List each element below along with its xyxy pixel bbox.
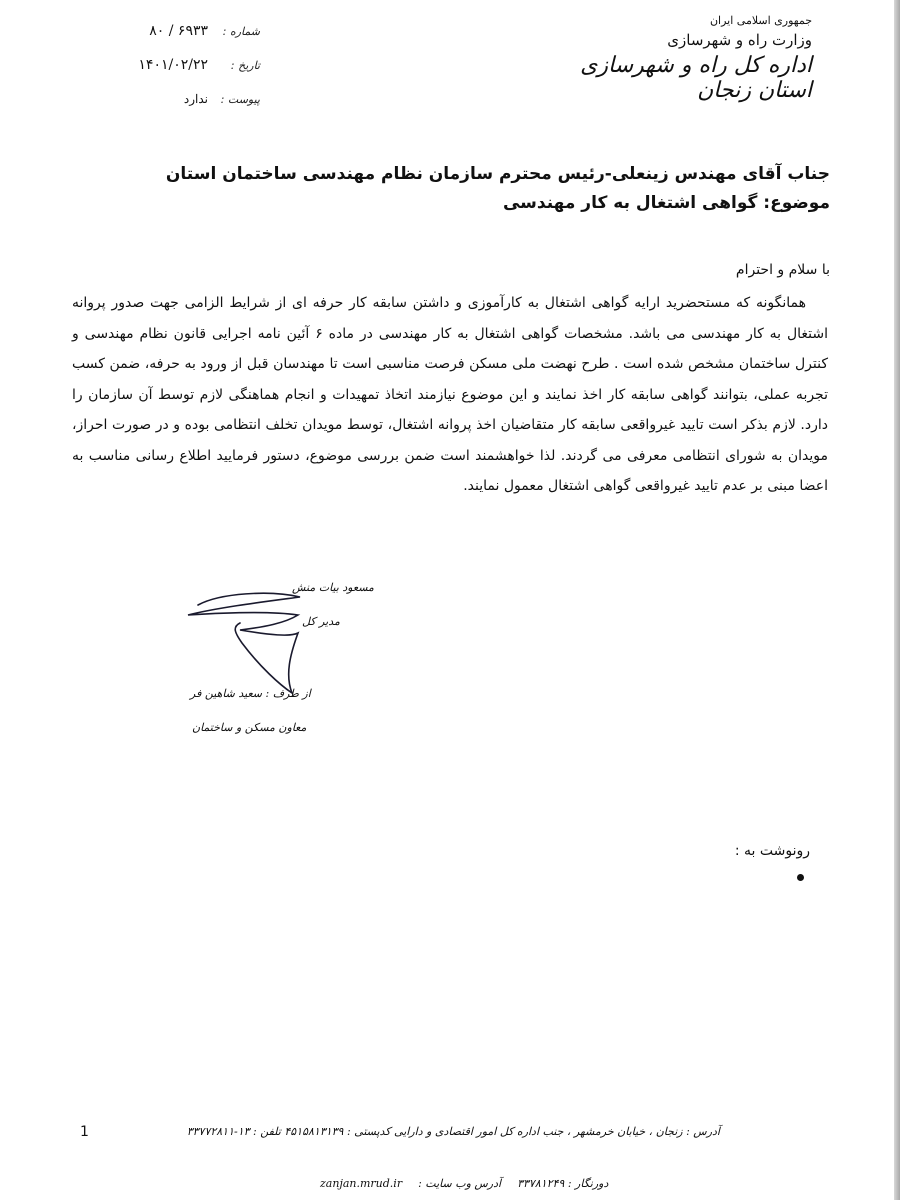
number-value: ۶۹۳۳ / ۸۰ — [149, 23, 208, 39]
letter-body: همانگونه که مستحضرید ارایه گواهی اشتغال به کارآموزی و داشتن سابقه کار حرفه ای از شرایط الزامی جهت صدور پروانه اشتغال به کار مهندسی می باشد. مشخصات گواهی اشتغال به کار مهندسی در ماده ۶ آئین نامه اجرایی قانون نظام مهندسی و کنترل ساختمان مشخص شده است . طرح نهضت ملی مسکن فرصت مناسبی است تا مهندسان قبل از ورود به حرفه، ضمن کسب تجربه عملی، بتوانند گواهی سابقه کار اخذ نمایند و این موضوع نیازمند اتخاذ تمهیدات و انجام هماهنگی لازم توسط آن سازمان را دارد. لازم بذکر است تایید غیرواقعی سابقه کار متقاضیان اخذ پروانه اشتغال، توسط مویدان تخلف انتظامی بوده و در صورت احراز، مویدان به شورای انتظامی معرفی می گردند. لذا خواهشمند است ضمن بررسی موضوع، دستور فرمایید اطلاع رسانی مناسب به اعضا مبنی بر عدم تایید غیرواقعی گواهی اشتغال معمول نمایند. — [72, 295, 829, 494]
letterhead-line-1: جمهوری اسلامی ایران — [709, 14, 812, 27]
footer-contact — [320, 1177, 680, 1190]
letterhead-line-3: اداره کل راه و شهرسازی استان زنجان — [580, 53, 812, 103]
on-behalf-note: از طرف : سعید شاهین فر — [190, 687, 311, 700]
attachment-value: ندارد — [183, 92, 208, 106]
copy-to-label: رونوشت به : — [734, 843, 810, 859]
fax-number: دورنگار : ۳۳۷۸۱۲۴۹ — [517, 1177, 609, 1190]
subject: موضوع: گواهی اشتغال به کار مهندسی — [502, 193, 830, 213]
attachment-label: پیوست : — [220, 92, 260, 106]
copy-bullet — [797, 874, 804, 881]
footer-address: آدرس : زنجان ، خیابان خرمشهر ، جنب اداره کل امور اقتصادی و دارایی کدپستی : ۴۵۱۵۸۱۳۱۳۹ تلفن : ۱۳-۳۳۷۷۲۸۱۱ — [186, 1125, 720, 1138]
website-url[interactable]: zanjan.mrud.ir — [320, 1177, 403, 1190]
recipient: جناب آقای مهندس زینعلی-رئیس محترم سازمان نظام مهندسی ساختمان استان — [165, 164, 830, 184]
ministry-letterhead — [552, 14, 812, 103]
signer-name-note: مسعود بیات منش — [292, 581, 374, 594]
date-value: ۱۴۰۱/۰۲/۲۲ — [138, 57, 208, 73]
number-row — [70, 14, 260, 48]
signer-role-note: مدیر کل — [302, 615, 340, 628]
attachment-row — [70, 82, 260, 116]
greeting: با سلام و احترام — [735, 262, 830, 278]
date-row — [70, 48, 260, 82]
website-label: آدرس وب سایت : — [418, 1177, 502, 1190]
letterhead-line-2: وزارت راه و شهرسازی — [667, 31, 812, 49]
deputy-title: معاون مسکن و ساختمان — [192, 721, 307, 734]
page-number: 1 — [80, 1124, 89, 1140]
letter-heading — [70, 160, 830, 218]
date-label: تاریخ : — [230, 58, 260, 72]
letter-meta — [70, 14, 260, 116]
number-label: شماره : — [222, 24, 260, 38]
signature-block — [180, 575, 380, 755]
scan-edge-shadow — [894, 0, 900, 1200]
